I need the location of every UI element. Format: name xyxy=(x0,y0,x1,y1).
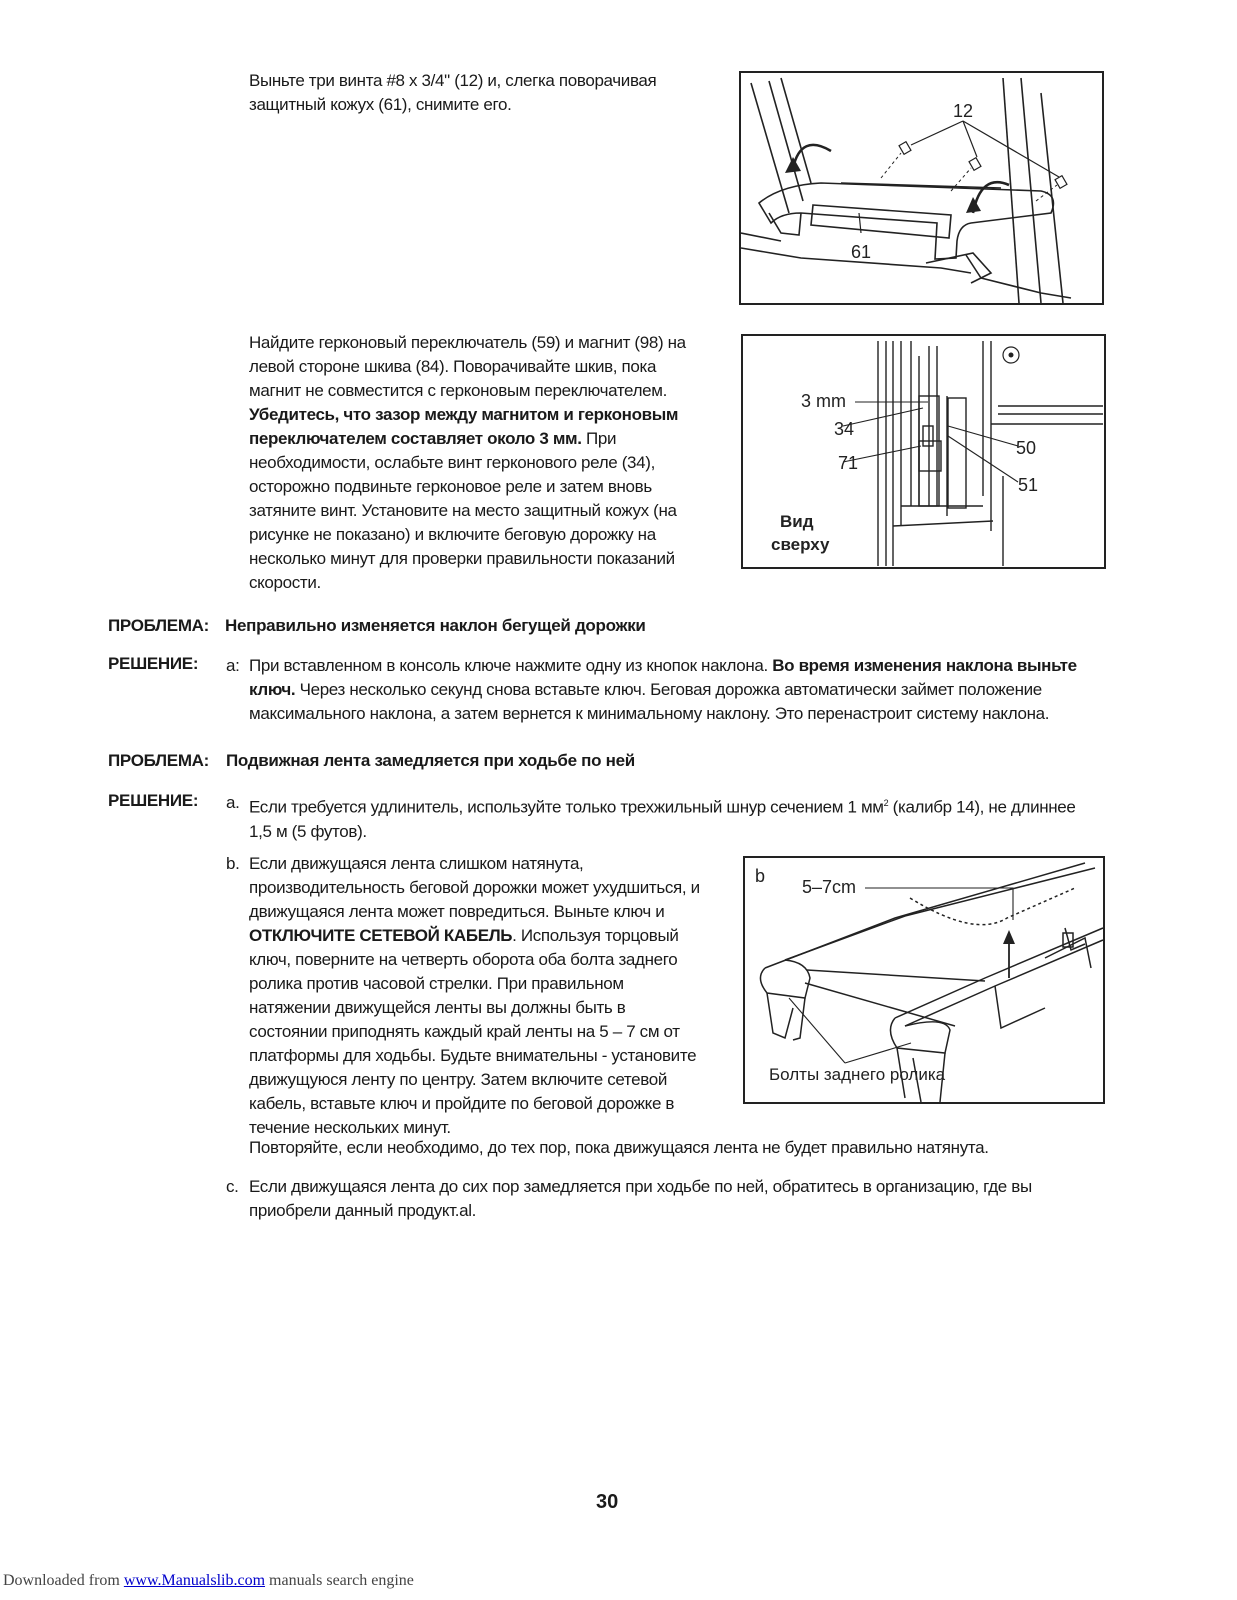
solution2-b-text xyxy=(249,852,701,1140)
label-71: 71 xyxy=(838,453,859,473)
label-view-1: Вид xyxy=(780,512,814,531)
label-50: 50 xyxy=(1016,438,1037,458)
solution1-text xyxy=(249,654,1099,726)
solution2-b-text-2: . Используя торцовый ключ, поверните на четверть оборота оба болта заднего ролика против часовой стрелки. При правильном натяжении движущейся ленты вы должны быть в состоянии приподнять каждый край ленты на 5 – 7 см от платформы для ходьбы. Будьте внимательны - установите движущуюся ленту по центру. Затем включите сетевой кабель, вставьте ключ и пройдите по беговой дорожке в течение нескольких минут. xyxy=(249,926,697,1137)
hood-illustration xyxy=(741,73,1102,303)
problem2-title: Подвижная лента замедляется при ходьбе по ней xyxy=(226,751,635,770)
solution2-b-emphasis: ОТКЛЮЧИТЕ СЕТЕВОЙ КАБЕЛЬ xyxy=(249,926,513,945)
problem1-title: Неправильно изменяется наклон бегущей дорожки xyxy=(225,616,646,635)
solution2-b-marker: b. xyxy=(226,854,240,873)
solution2-a-superscript: 2 xyxy=(883,798,889,808)
label-screws: 12 xyxy=(953,101,974,121)
solution2-b-text-1: Если движущаяся лента слишком натянута, производительность беговой дорожки может ухудшиться, и движущаяся лента может повредиться. Выньте ключ и xyxy=(249,854,700,921)
solution1-marker: a: xyxy=(226,656,240,675)
solution1-paragraph xyxy=(249,654,1099,726)
label-34: 34 xyxy=(834,419,855,439)
label-hood: 61 xyxy=(851,242,872,262)
label-rear-bolts: Болты заднего ролика xyxy=(769,1065,946,1084)
solution2-c-paragraph: Если движущаяся лента до сих пор замедляется при ходьбе по ней, обратитесь в организацию, где вы приобрели данный продукт.al. xyxy=(249,1177,1032,1220)
step2-paragraph xyxy=(249,331,699,595)
step1-paragraph: Выньте три винта #8 x 3/4" (12) и, слегка поворачивая защитный кожух (61), снимите его. xyxy=(249,71,657,114)
label-letter: b xyxy=(755,866,766,886)
step2-text-1: Найдите герконовый переключатель (59) и магнит (98) на левой стороне шкива (84). Поворачивайте шкив, пока магнит не совместится с герконовым переключателем. xyxy=(249,333,686,400)
solution1-text-1: При вставленном в консоль ключе нажмите одну из кнопок наклона. xyxy=(249,656,773,675)
figure-hood-removal xyxy=(739,71,1104,305)
solution2-a-text-2: (калибр 14), не длиннее 1,5 м (5 футов). xyxy=(249,797,1076,841)
solution2-label: РЕШЕНИЕ: xyxy=(108,791,199,810)
label-view-2: сверху xyxy=(771,535,830,554)
label-51: 51 xyxy=(1018,475,1039,495)
footer-link[interactable]: www.Manualslib.com xyxy=(123,1572,266,1589)
step1-text xyxy=(249,69,689,117)
solution2-a-paragraph xyxy=(249,791,1099,844)
solution1-emphasis: Во время изменения наклона выньте ключ. xyxy=(249,656,1077,699)
solution2-a-text xyxy=(249,791,1099,844)
solution2-a-marker: a. xyxy=(226,793,240,812)
label-gap: 3 mm xyxy=(801,391,846,411)
step2-text-2: При необходимости, ослабьте винт герконового реле (34), осторожно подвиньте герконовое реле и затем вновь затяните винт. Установите на место защитный кожух (на рисунке не показано) и включите беговую дорожку на несколько минут для проверки правильности показаний скорости. xyxy=(249,429,677,592)
solution2-a-text-1: Если требуется удлинитель, используйте только трехжильный шнур сечением 1 мм xyxy=(249,797,884,817)
footer xyxy=(3,1572,414,1590)
page-number: 30 xyxy=(596,1491,619,1513)
solution1-label: РЕШЕНИЕ: xyxy=(108,654,199,673)
solution2-c-text xyxy=(249,1175,1099,1223)
solution2-b-repeat: Повторяйте, если необходимо, до тех пор, пока движущаяся лента не будет правильно натянута. xyxy=(249,1138,989,1157)
solution2-b-paragraph xyxy=(249,852,701,1140)
reed-switch-illustration xyxy=(743,336,1104,567)
problem2-label: ПРОБЛЕМА: xyxy=(108,751,210,770)
step2-text xyxy=(249,331,699,595)
solution1-text-2: Через несколько секунд снова вставьте ключ. Беговая дорожка автоматически займет положение максимального наклона, а затем вернется к минимальному наклону. Это перенастроит систему наклона. xyxy=(249,680,1050,723)
label-measure: 5–7cm xyxy=(802,877,857,897)
footer-suffix: manuals search engine xyxy=(265,1572,414,1589)
figure-rear-roller xyxy=(743,856,1105,1104)
figure-reed-switch xyxy=(741,334,1106,569)
footer-prefix: Downloaded from xyxy=(3,1572,124,1589)
step2-emphasis: Убедитесь, что зазор между магнитом и герконовым переключателем составляет около 3 мм. xyxy=(249,405,679,448)
solution2-c-marker: c. xyxy=(226,1177,239,1196)
problem1-label: ПРОБЛЕМА: xyxy=(108,616,210,635)
